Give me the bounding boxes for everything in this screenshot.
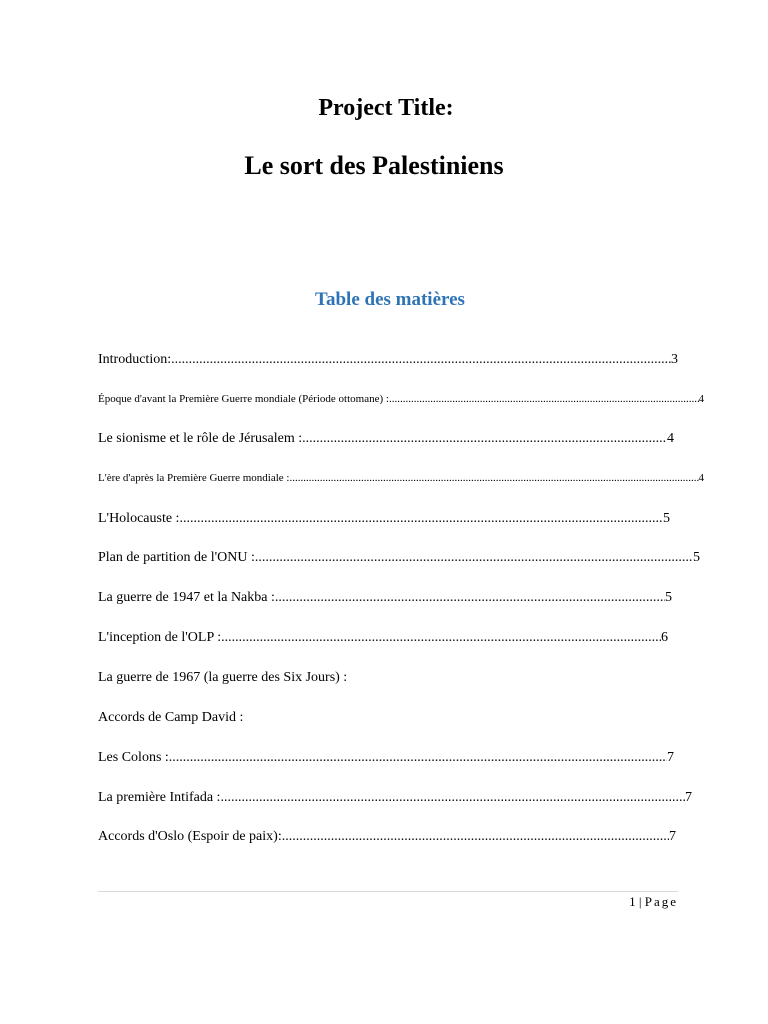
toc-dot-leader xyxy=(389,393,699,405)
toc-entry-label: La guerre de 1967 (la guerre des Six Jours) : xyxy=(98,670,348,685)
toc-entry-page: 3 xyxy=(671,352,678,367)
toc-entry-label: Plan de partition de l'ONU : xyxy=(98,550,255,565)
toc-entry-page: 4 xyxy=(698,393,704,405)
toc-entry-page: 7 xyxy=(667,750,674,765)
toc-entry-label: L'ère d'après la Première Guerre mondiale : xyxy=(98,472,290,484)
toc-entry-page: 4 xyxy=(667,431,674,446)
footer-separator: | xyxy=(638,894,642,909)
toc-entry-plo-inception[interactable] xyxy=(98,630,668,646)
toc-entry-introduction[interactable] xyxy=(98,352,678,368)
toc-dot-leader xyxy=(302,431,667,447)
toc-entry-post-ww1[interactable] xyxy=(98,472,704,484)
toc-entry-page: 7 xyxy=(685,790,692,805)
toc-entry-un-partition[interactable] xyxy=(98,550,700,566)
toc-dot-leader xyxy=(171,352,671,368)
toc-dot-leader xyxy=(282,829,669,845)
toc-entry-label: Accords de Camp David : xyxy=(98,710,244,725)
toc-entry-label: L'inception de l'OLP : xyxy=(98,630,222,645)
toc-entry-label: La guerre de 1947 et la Nakba : xyxy=(98,590,275,605)
project-title: Project Title: xyxy=(318,95,454,121)
toc-heading: Table des matières xyxy=(315,289,465,310)
toc-entry-label: Accords d'Oslo (Espoir de paix): xyxy=(98,829,282,844)
toc-entry-1967-war[interactable] xyxy=(98,670,347,686)
toc-entry-page: 5 xyxy=(663,511,670,526)
toc-entry-page: 4 xyxy=(698,472,704,484)
toc-dot-leader xyxy=(255,550,693,566)
toc-entry-1947-war-nakba[interactable] xyxy=(98,590,672,606)
toc-dot-leader xyxy=(169,750,667,766)
toc-entry-first-intifada[interactable] xyxy=(98,790,692,806)
footer-page-word: Page xyxy=(644,894,678,909)
toc-entry-ottoman-period[interactable] xyxy=(98,393,704,405)
toc-entry-holocaust[interactable] xyxy=(98,511,670,527)
toc-entry-label: Le sionisme et le rôle de Jérusalem : xyxy=(98,431,303,446)
toc-entry-label: Époque d'avant la Première Guerre mondiale (Période ottomane) : xyxy=(98,393,389,405)
toc-entry-camp-david[interactable] xyxy=(98,710,243,726)
toc-entry-settlers[interactable] xyxy=(98,750,674,766)
toc-entry-label: L'Holocauste : xyxy=(98,511,180,526)
toc-dot-leader xyxy=(275,590,665,606)
toc-entry-zionism-jerusalem[interactable] xyxy=(98,431,674,447)
toc-entry-page: 7 xyxy=(669,829,676,844)
page-footer xyxy=(98,894,678,910)
footer-page-number: 1 xyxy=(629,894,636,909)
toc-dot-leader xyxy=(220,790,685,806)
footer-divider xyxy=(98,891,678,892)
toc-entry-page: 5 xyxy=(665,590,672,605)
document-title: Le sort des Palestiniens xyxy=(244,151,504,180)
toc-dot-leader xyxy=(179,511,663,527)
toc-entry-label: Les Colons : xyxy=(98,750,169,765)
toc-entry-page: 6 xyxy=(661,630,668,645)
toc-entry-label: La première Intifada : xyxy=(98,790,221,805)
toc-entry-label: Introduction: xyxy=(98,352,172,367)
toc-entry-oslo-accords[interactable] xyxy=(98,829,676,845)
toc-dot-leader xyxy=(221,630,661,646)
toc-entry-page: 5 xyxy=(693,550,700,565)
toc-dot-leader xyxy=(290,472,699,484)
